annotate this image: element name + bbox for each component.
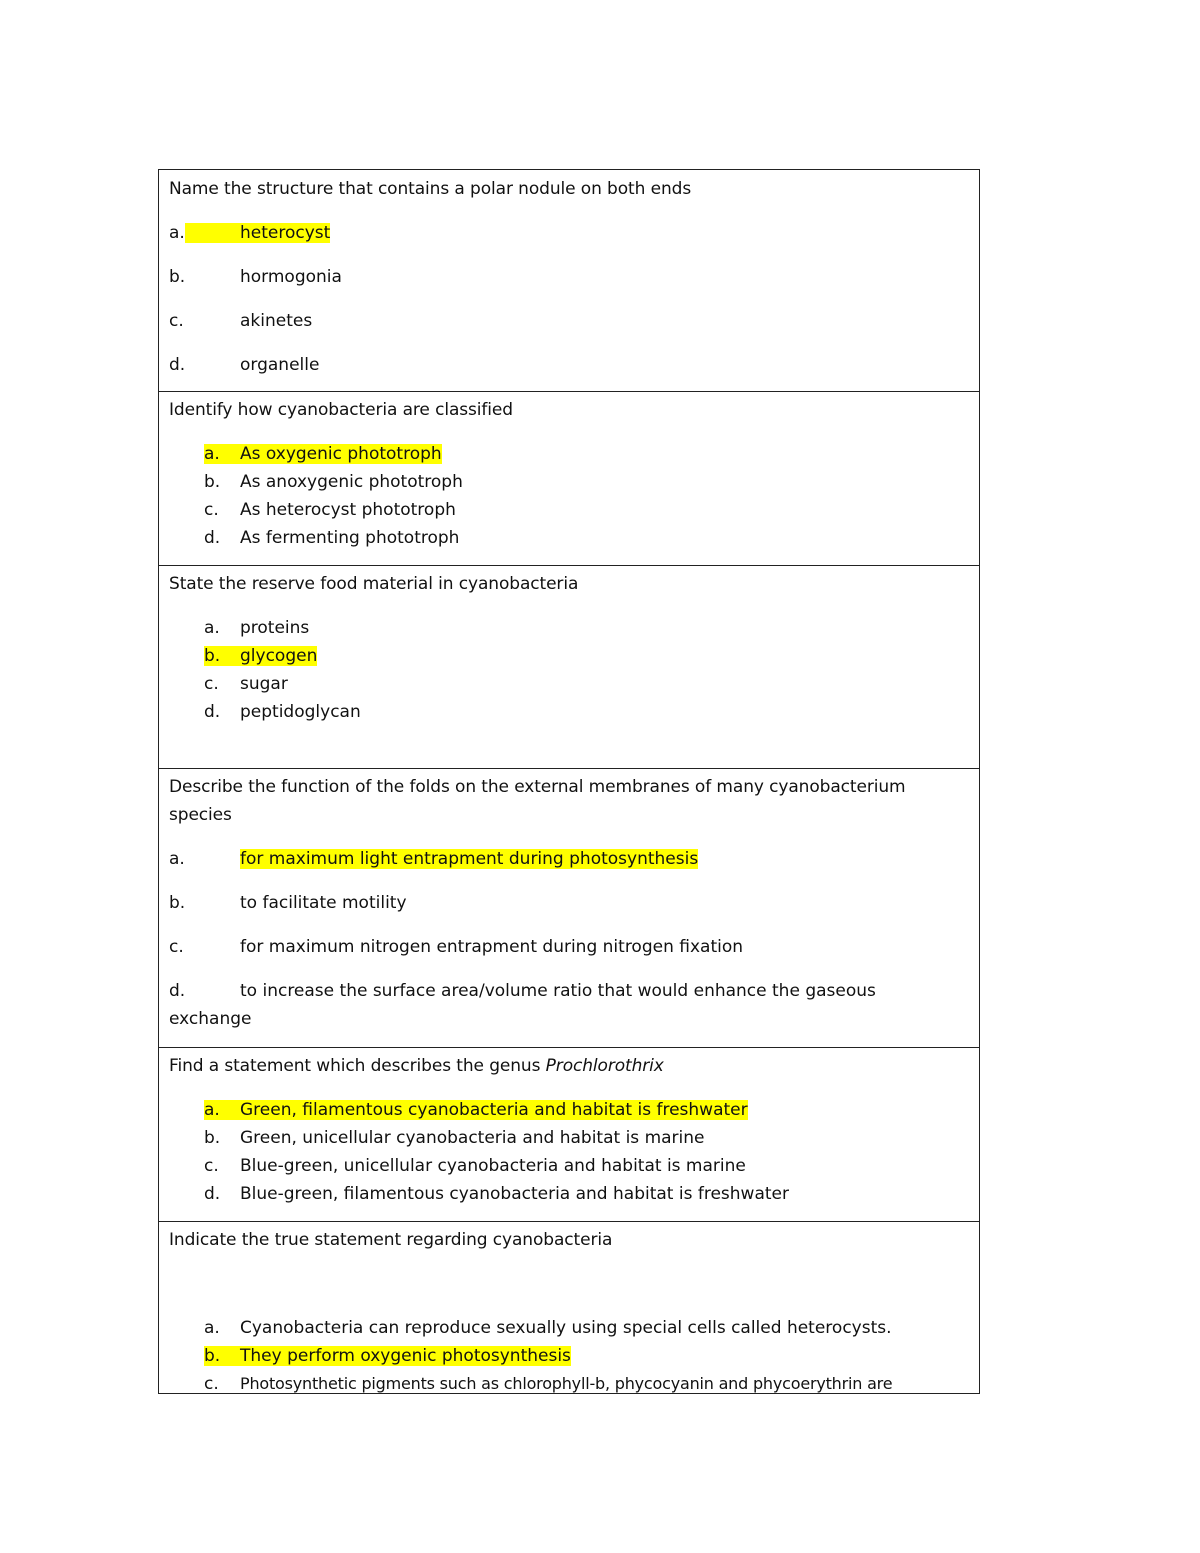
- option-letter: c.: [204, 1156, 219, 1176]
- question-cell: [159, 769, 979, 1048]
- option-letter: d.: [204, 702, 221, 722]
- answer-option: [169, 1124, 969, 1152]
- genus-name: Prochlorothrix: [545, 1056, 664, 1076]
- answer-option: [169, 1180, 969, 1208]
- option-letter: c.: [204, 1374, 219, 1393]
- option-letter: c.: [204, 674, 219, 694]
- option-text: Cyanobacteria can reproduce sexually using special cells called heterocysts.: [240, 1318, 892, 1338]
- answer-option: [169, 263, 969, 291]
- option-letter: a.: [169, 223, 185, 243]
- option-text: to increase the surface area/volume ratio that would enhance the gaseous exchange: [169, 981, 876, 1029]
- option-letter: d.: [169, 981, 186, 1001]
- question-cell: [159, 392, 979, 566]
- answer-option: [169, 468, 969, 496]
- answer-option: [169, 933, 969, 961]
- option-correct: a. Green, filamentous cyanobacteria and habitat is freshwater: [204, 1100, 748, 1120]
- answer-option: [169, 845, 969, 873]
- question-cell: [159, 1048, 979, 1222]
- answer-option: [169, 889, 969, 917]
- question-cell: [159, 566, 979, 769]
- question-prompt: Indicate the true statement regarding cyanobacteria: [169, 1230, 613, 1250]
- answer-option: [169, 1152, 969, 1180]
- option-list: [169, 440, 969, 552]
- option-letter: c.: [169, 311, 184, 331]
- option-text: akinetes: [240, 311, 313, 331]
- option-letter: a.: [204, 1318, 220, 1338]
- option-text: Green, unicellular cyanobacteria and habitat is marine: [240, 1128, 705, 1148]
- option-text: peptidoglycan: [240, 702, 361, 722]
- answer-option: [169, 1342, 969, 1370]
- question-prompt: Find a statement which describes the genus Prochlorothrix: [169, 1056, 664, 1076]
- option-letter: b.: [204, 1128, 221, 1148]
- answer-option: [169, 977, 929, 1033]
- option-letter: b.: [169, 893, 186, 913]
- option-text-correct: for maximum light entrapment during photosynthesis: [240, 849, 699, 869]
- option-text: As fermenting phototroph: [240, 528, 460, 548]
- option-text: hormogonia: [240, 267, 342, 287]
- answer-option: [169, 698, 969, 726]
- answer-option: [169, 219, 969, 247]
- quiz-table: [158, 169, 980, 1394]
- question-cell: [159, 170, 979, 392]
- option-text: sugar: [240, 674, 288, 694]
- answer-option: [169, 1096, 969, 1124]
- option-correct: b. glycogen: [204, 646, 318, 666]
- answer-option: [169, 496, 969, 524]
- answer-option: [169, 1314, 969, 1342]
- answer-option: [169, 440, 969, 468]
- question-prompt: Name the structure that contains a polar nodule on both ends: [169, 179, 692, 199]
- answer-option: [169, 642, 969, 670]
- option-text: proteins: [240, 618, 310, 638]
- answer-option: [169, 307, 969, 335]
- option-text: Photosynthetic pigments such as chlorophyll-b, phycocyanin and phycoerythrin are: [240, 1374, 893, 1393]
- answer-option: [169, 1370, 969, 1393]
- option-letter: c.: [169, 937, 184, 957]
- option-list: [169, 1096, 969, 1208]
- option-letter: d.: [204, 1184, 221, 1204]
- option-text: Blue-green, unicellular cyanobacteria and habitat is marine: [240, 1156, 746, 1176]
- option-letter: d.: [169, 355, 186, 375]
- question-prompt: Identify how cyanobacteria are classified: [169, 400, 513, 420]
- option-correct: b. They perform oxygenic photosynthesis: [204, 1346, 571, 1366]
- option-letter: a.: [204, 618, 220, 638]
- question-cell: [159, 1222, 979, 1393]
- option-letter: b.: [169, 267, 186, 287]
- option-letter: d.: [204, 528, 221, 548]
- option-letter: c.: [204, 500, 219, 520]
- answer-option: [169, 351, 969, 379]
- option-text: organelle: [240, 355, 320, 375]
- option-list: [169, 1314, 969, 1393]
- option-text: for maximum nitrogen entrapment during nitrogen fixation: [240, 937, 744, 957]
- option-letter: a.: [169, 849, 185, 869]
- answer-option: [169, 524, 969, 552]
- option-correct: a. As oxygenic phototroph: [204, 444, 442, 464]
- answer-option: [169, 614, 969, 642]
- option-text: Blue-green, filamentous cyanobacteria and habitat is freshwater: [240, 1184, 789, 1204]
- question-prompt: State the reserve food material in cyanobacteria: [169, 574, 579, 594]
- answer-option: [169, 670, 969, 698]
- option-text-correct: heterocyst: [185, 223, 330, 243]
- option-letter: b.: [204, 472, 221, 492]
- option-text: As anoxygenic phototroph: [240, 472, 463, 492]
- question-prompt: Describe the function of the folds on the external membranes of many cyanobacterium species: [169, 777, 906, 825]
- option-text: As heterocyst phototroph: [240, 500, 456, 520]
- option-text: to facilitate motility: [240, 893, 407, 913]
- option-list: [169, 614, 969, 726]
